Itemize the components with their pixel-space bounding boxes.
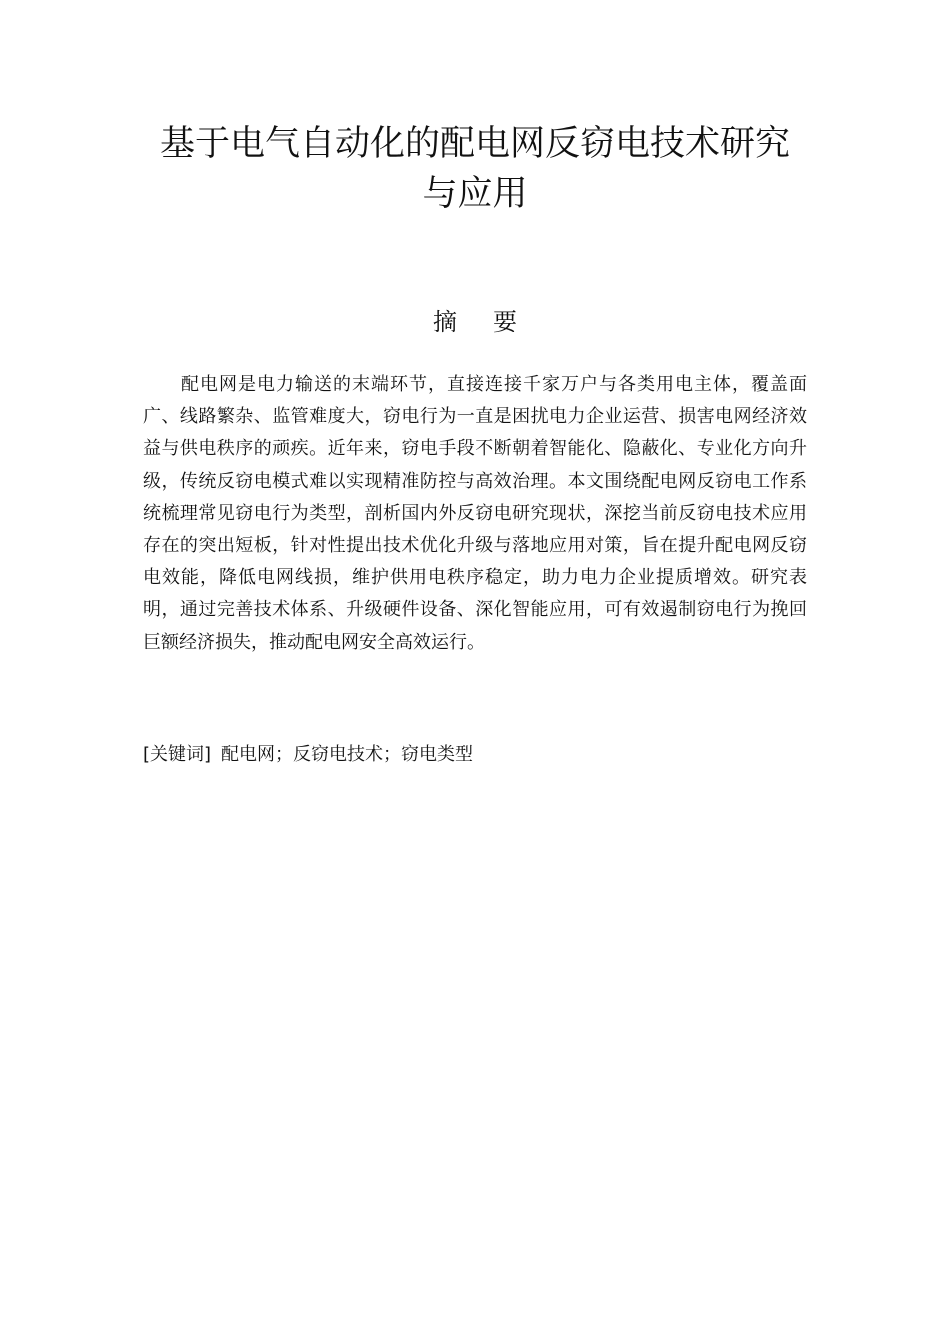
paper-title-line-2: 与应用 [422, 174, 528, 214]
keywords-label: [关键词] [143, 744, 212, 765]
keywords-line [143, 740, 807, 770]
abstract-paragraph: 配电网是电力输送的末端环节，直接连接千家万户与各类用电主体，覆盖面广、线路繁杂、监管难度大，窃电行为一直是困扰电力企业运营、损害电网经济效益与供电秩序的顽疾。近年来，窃电手段不断朝着智能化、隐蔽化、专业化方向升级，传统反窃电模式难以实现精准防控与高效治理。本文围绕配电网反窃电工作系统梳理常见窃电行为类型，剖析国内外反窃电研究现状，深挖当前反窃电技术应用存在的突出短板，针对性提出技术优化升级与落地应用对策，旨在提升配电网反窃电效能，降低电网线损，维护供用电秩序稳定，助力电力企业提质增效。研究表明，通过完善技术体系、升级硬件设备、深化智能应用，可有效遏制窃电行为挽回巨额经济损失，推动配电网安全高效运行。 [143, 374, 807, 653]
abstract-heading: 摘要 [433, 308, 553, 336]
keywords-text: 配电网；反窃电技术；窃电类型 [221, 744, 474, 765]
paper-title-line-1: 基于电气自动化的配电网反窃电技术研究 [159, 124, 790, 164]
